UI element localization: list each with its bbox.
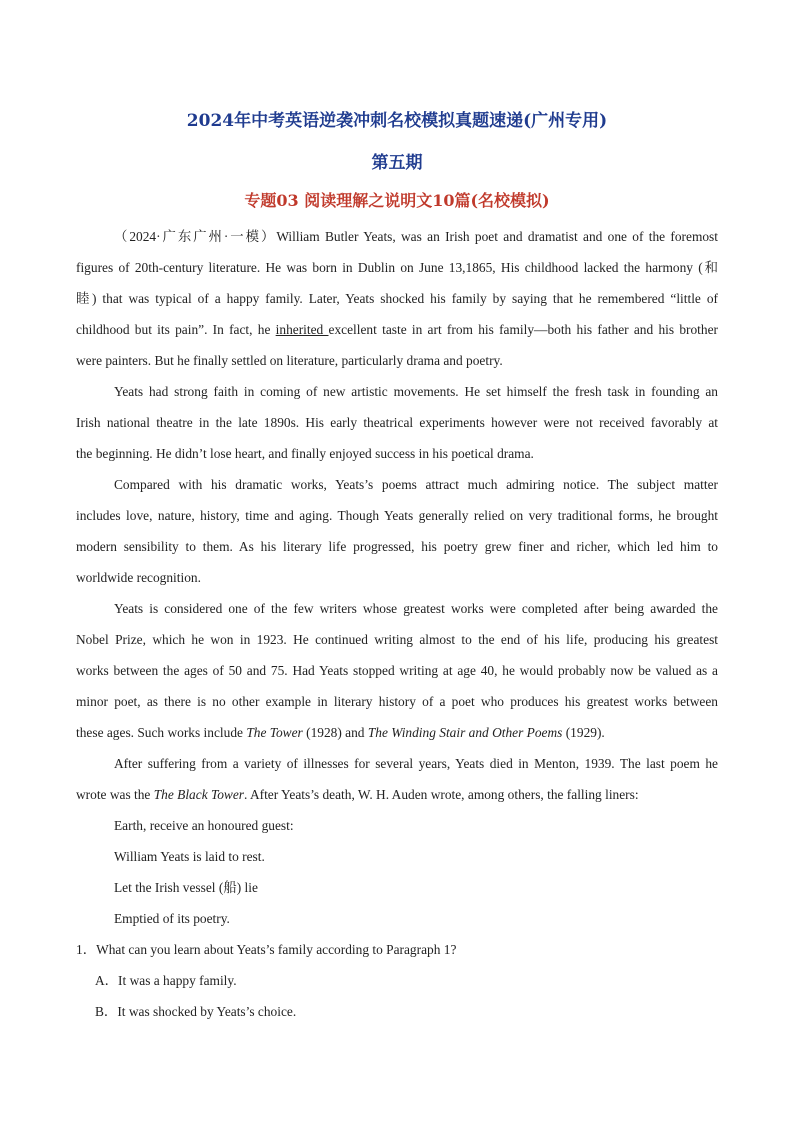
document-title: 2024年中考英语逆袭冲刺名校模拟真题速递(广州专用) — [186, 111, 608, 131]
poem-line: Emptied of its poetry. — [114, 911, 230, 926]
question-option-b: B．It was shocked by Yeats’s choice. — [95, 1004, 297, 1019]
paragraph-4-line-5 — [76, 723, 718, 743]
poem-line: Let the Irish vessel (船) lie — [114, 880, 258, 895]
paragraph-3-line-4: worldwide recognition. — [76, 570, 201, 585]
text-segment: (1928) and — [302, 725, 368, 740]
paragraph-2-line-1: Yeats had strong faith in coming of new artistic movements. He set himself the fresh task in founding an — [114, 384, 718, 399]
paragraph-4-line-4: minor poet, as there is no other example in literary history of a poet who produces his greatest works between — [76, 694, 718, 709]
paragraph-4-line-3: works between the ages of 50 and 75. Had Yeats stopped writing at age 40, he would probably now be valued as a — [76, 663, 718, 678]
paragraph-5-line-2 — [76, 785, 718, 805]
work-title: The Winding Stair and Other Poems — [367, 725, 563, 740]
question-stem: 1．What can you learn about Yeats’s family according to Paragraph 1? — [76, 942, 457, 957]
poem-line: Earth, receive an honoured guest: — [114, 818, 294, 833]
work-title: The Black Tower — [153, 787, 244, 802]
topic-heading: 专题03 阅读理解之说明文10篇(名校模拟) — [244, 191, 550, 210]
poem-line: William Yeats is laid to rest. — [114, 849, 265, 864]
paragraph-1-line-2: figures of 20th-century literature. He was born in Dublin on June 13,1865, His childhood lacked the harmony (和 — [76, 260, 718, 275]
paragraph-4-line-1: Yeats is considered one of the few writers whose greatest works were completed after being awarded the — [114, 601, 718, 616]
paragraph-1-line-3: 睦) that was typical of a happy family. Later, Yeats shocked his family by saying that he remembered “little of — [76, 291, 718, 306]
paragraph-3-line-3: modern sensibility to them. As his literary life progressed, his poetry grew finer and richer, which led him to — [76, 539, 718, 554]
paragraph-3-line-1: Compared with his dramatic works, Yeats’s poems attract much admiring notice. The subject matter — [114, 477, 718, 492]
paragraph-4-line-2: Nobel Prize, which he won in 1923. He continued writing almost to the end of his life, producing his greatest — [76, 632, 718, 647]
text-segment: . After Yeats’s death, W. H. Auden wrote, among others, the falling liners: — [243, 787, 639, 802]
text-segment: childhood but its pain”. In fact, he — [76, 322, 276, 337]
paragraph-3-line-2: includes love, nature, history, time and aging. Though Yeats generally relied on very traditional forms, he brought — [76, 508, 718, 523]
paragraph-1-line-1: （2024·广东广州·一模）William Butler Yeats, was an Irish poet and dramatist and one of the foremost — [114, 229, 718, 244]
paragraph-2-line-3: the beginning. He didn’t lose heart, and finally enjoyed success in his poetical drama. — [76, 446, 534, 461]
paragraph-1-line-5: were painters. But he finally settled on literature, particularly drama and poetry. — [76, 353, 503, 368]
work-title: The Tower — [246, 725, 303, 740]
underlined-word: inherited — [275, 322, 329, 337]
paragraph-5-line-1: After suffering from a variety of illnesses for several years, Yeats died in Menton, 1939. The last poem he — [114, 756, 718, 771]
question-option-a: A．It was a happy family. — [95, 973, 237, 988]
paragraph-1-line-4 — [76, 320, 718, 340]
text-segment: wrote was the — [76, 787, 154, 802]
text-segment: excellent taste in art from his family—both his father and his brother — [328, 322, 718, 337]
issue-label: 第五期 — [371, 153, 423, 173]
text-segment: these ages. Such works include — [76, 725, 247, 740]
text-segment: (1929). — [562, 725, 605, 740]
paragraph-2-line-2: Irish national theatre in the late 1890s. His early theatrical experiments however were not received favorably at — [76, 415, 718, 430]
